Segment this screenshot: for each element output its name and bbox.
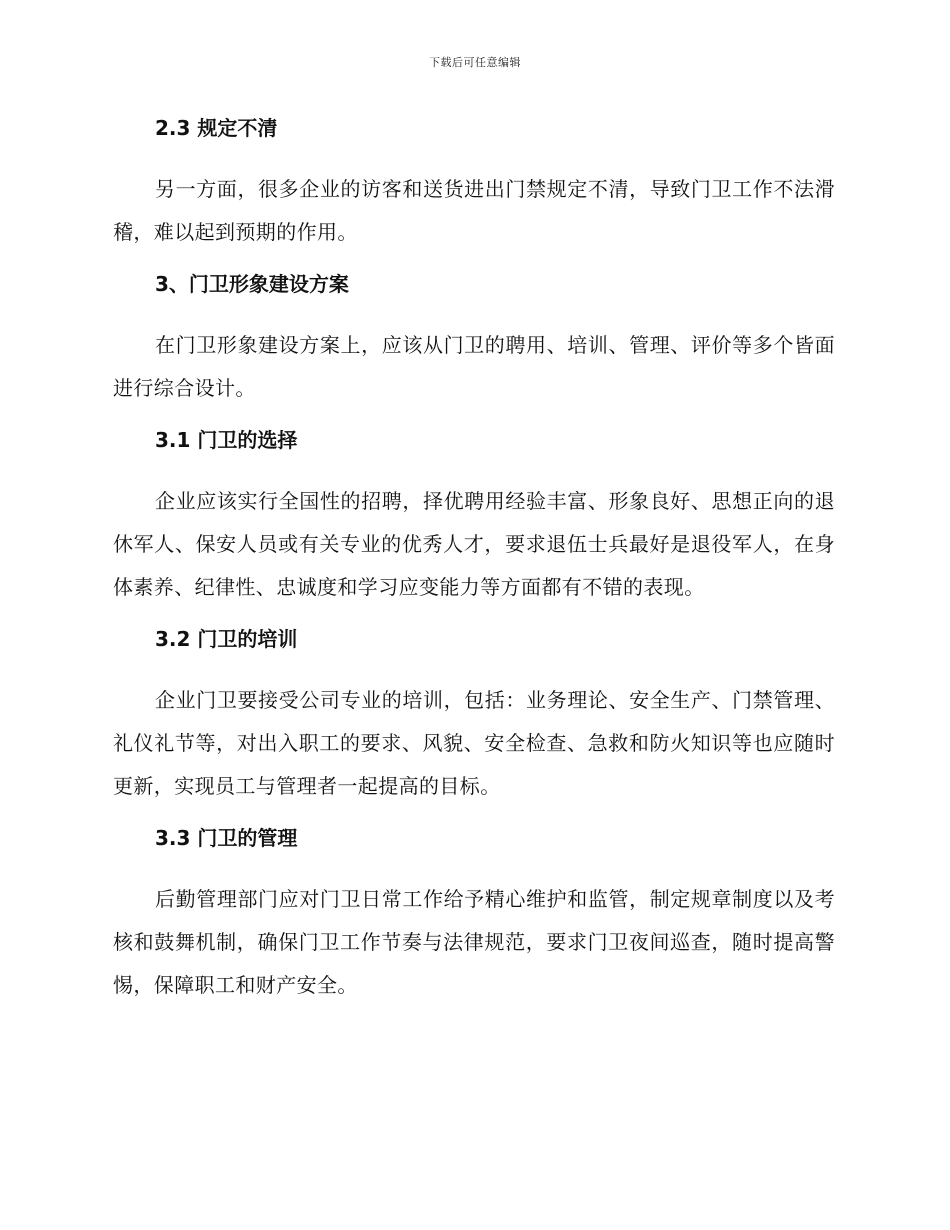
section-paragraph: 后勤管理部门应对门卫日常工作给予精心维护和监管，制定规章制度以及考核和鼓舞机制，确保门卫工作节奏与法律规范，要求门卫夜间巡查，随时提高警惕，保障职工和财产安全。 — [113, 887, 835, 997]
section-heading: 3、门卫形象建设方案 — [155, 272, 349, 296]
section-paragraph: 另一方面，很多企业的访客和送货进出门禁规定不清，导致门卫工作不法滑稽，难以起到预期的作用。 — [113, 177, 835, 244]
section-heading: 3.2 门卫的培训 — [155, 627, 298, 651]
section-heading: 3.3 门卫的管理 — [155, 826, 298, 850]
section-paragraph: 企业门卫要接受公司专业的培训，包括：业务理论、安全生产、门禁管理、礼仪礼节等，对出入职工的要求、风貌、安全检查、急救和防火知识等也应随时更新，实现员工与管理者一起提高的目标。 — [113, 688, 835, 798]
page-header: 下载后可任意编辑 — [429, 56, 521, 69]
section-paragraph: 在门卫形象建设方案上，应该从门卫的聘用、培训、管理、评价等多个皆面进行综合设计。 — [113, 333, 835, 400]
section-heading: 2.3 规定不清 — [155, 116, 278, 140]
section-paragraph: 企业应该实行全国性的招聘，择优聘用经验丰富、形象良好、思想正向的退休军人、保安人员或有关专业的优秀人才，要求退伍士兵最好是退役军人，在身体素养、纪律性、忠诚度和学习应变能力等方面都有不错的表现。 — [113, 489, 835, 599]
document-body — [113, 112, 835, 1007]
section-heading: 3.1 门卫的选择 — [155, 428, 298, 452]
